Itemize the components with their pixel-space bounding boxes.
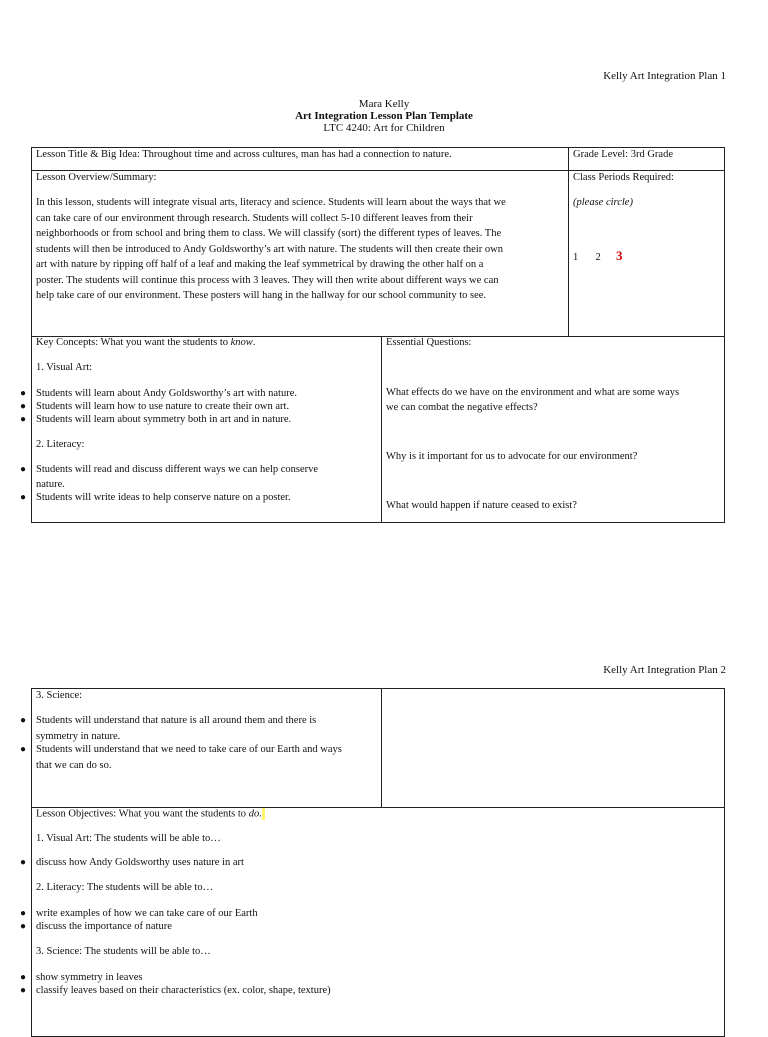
class-periods-note: (please circle) [573,197,633,208]
visual-art-bullet: Students will learn about Andy Goldsworthy’s art with nature. [36,388,298,399]
page2-header: Kelly Art Integration Plan 2 [603,664,726,676]
essential-questions-cell [381,336,725,523]
overview-line: In this lesson, students will integrate visual arts, literacy and science. Students will learn about the ways that we [36,197,506,208]
literacy-heading: 2. Literacy: [36,439,85,450]
bullet-icon: ● [20,401,27,412]
essential-question: What would happen if nature ceased to exist? [386,500,577,511]
objective-bullet: write examples of how we can take care of our Earth [36,908,258,919]
bullet-icon: ● [20,908,27,919]
objectives-label-text: Lesson Objectives: What you want the students to [36,808,249,820]
overview-line: can take care of our environment through research. Students will collect 5-10 different leaves from their [36,212,473,224]
period-2[interactable]: 2 [595,252,601,263]
bullet-icon: ● [20,464,27,475]
overview-line: neighborhoods or from school and bring them to class. We will classify (sort) the different types of leaves. The [36,228,502,239]
overview-line: art with nature by ripping off half of a leaf and making the leaf symmetrical by drawing the other half on a [36,259,484,270]
objective-visual-heading: 1. Visual Art: The students will be able to… [36,833,221,844]
bullet-icon: ● [20,985,27,996]
bullet-icon: ● [20,492,27,503]
objective-bullet: discuss how Andy Goldsworthy uses nature in art [36,857,244,868]
literacy-bullet-cont: nature. [36,479,65,490]
objective-bullet: show symmetry in leaves [36,972,143,983]
objective-literacy-heading: 2. Literacy: The students will be able to… [36,882,214,893]
visual-art-heading: 1. Visual Art: [36,362,93,373]
template-title: Art Integration Lesson Plan Template [295,110,473,122]
bullet-icon: ● [20,414,27,425]
empty-cell [381,688,725,808]
bullet-icon: ● [20,972,27,983]
objective-bullet: discuss the importance of nature [36,921,172,932]
essential-questions-label: Essential Questions: [386,337,472,348]
overview-line: poster. The students will continue this process with 3 leaves. They will then write about different ways we can [36,274,499,286]
lesson-title: Lesson Title & Big Idea: Throughout time and across cultures, man has had a connection to nature. [36,149,452,160]
period-3-circled[interactable]: 3 [616,248,623,263]
bullet-icon: ● [20,388,27,399]
overview-line: students will then be introduced to Andy Goldsworthy’s art with nature. The students will then create their own [36,243,503,255]
visual-art-bullet: Students will learn about symmetry both in art and in nature. [36,414,292,425]
essential-question: What effects do we have on the environment and what are some ways [386,387,680,398]
grade-level: Grade Level: 3rd Grade [573,149,673,160]
overview-text [36,195,506,304]
objective-science-heading: 3. Science: The students will be able to… [36,946,211,957]
text-highlight [262,808,265,820]
essential-question-cont: we can combat the negative effects? [386,402,538,413]
period-options [573,250,623,264]
author-name: Mara Kelly [358,98,410,110]
science-bullet-cont: that we can do so. [36,760,112,771]
bullet-icon: ● [20,857,27,868]
essential-question: Why is it important for us to advocate for our environment? [386,451,638,462]
literacy-bullet: Students will write ideas to help conserve nature on a poster. [36,492,291,503]
bullet-icon: ● [20,921,27,932]
science-bullet: Students will understand that we need to take care of our Earth and ways [36,744,342,755]
class-periods-label: Class Periods Required: [573,172,674,183]
bullet-icon: ● [20,715,27,726]
key-concepts-know: know [230,337,253,348]
science-heading: 3. Science: [36,690,83,701]
objective-bullet: classify leaves based on their characteristics (ex. color, shape, texture) [36,985,331,996]
key-concepts-label-text: Key Concepts: What you want the students to [36,337,231,348]
science-bullet-cont: symmetry in nature. [36,731,121,742]
objectives-do: do. [248,808,262,820]
visual-art-bullet: Students will learn how to use nature to create their own art. [36,401,290,412]
overview-line: help take care of our environment. These posters will hang in the hallway for our school community to see. [36,290,487,301]
period-1[interactable]: 1 [573,252,579,263]
literacy-bullet: Students will read and discuss different ways we can help conserve [36,464,319,475]
course-name: LTC 4240: Art for Children [323,122,445,134]
science-bullet: Students will understand that nature is all around them and there is [36,715,317,726]
key-concepts-label [36,337,255,349]
overview-label: Lesson Overview/Summary: [36,172,157,183]
bullet-icon: ● [20,744,27,755]
key-concepts-period: . [252,337,256,348]
objectives-label [36,808,265,820]
page1-header: Kelly Art Integration Plan 1 [603,70,726,82]
